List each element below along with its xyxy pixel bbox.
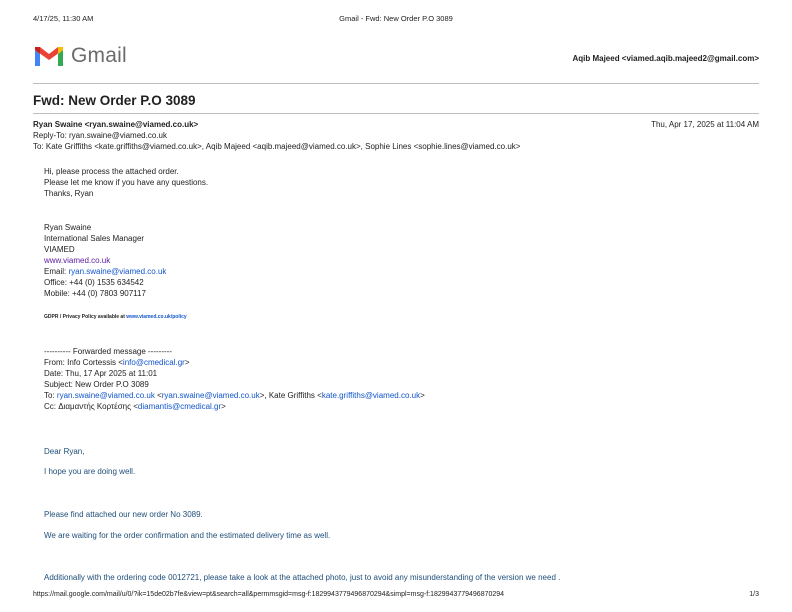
gdpr-notice (44, 313, 759, 321)
gmail-logo-icon (33, 44, 65, 68)
account-label: Aqib Majeed <viamed.aqib.majeed2@gmail.com> (572, 54, 759, 63)
fw-from-link[interactable]: info@cmedical.gr (122, 358, 185, 367)
sig-title: International Sales Manager (44, 234, 145, 243)
fw-from-tail: > (184, 358, 190, 367)
fw-salutation: Dear Ryan, (44, 447, 85, 456)
fw-to-link[interactable]: kate.griffiths@viamed.co.uk (321, 391, 421, 400)
sig-office: Office: +44 (0) 1535 634542 (44, 278, 144, 287)
fw-cc-tail: > (221, 402, 226, 411)
fw-paragraph: Additionally with the ordering code 0012721, please take a look at the attached photo, just to avoid any misunderstanding of the version we need . (44, 573, 561, 582)
fw-to-link[interactable]: ryan.swaine@viamed.co.uk (56, 391, 155, 400)
message-date: Thu, Apr 17, 2025 at 11:04 AM (651, 120, 759, 129)
message-meta (33, 119, 759, 152)
email-subject: Fwd: New Order P.O 3089 (33, 93, 196, 108)
message-body (44, 166, 759, 199)
sig-email-link[interactable]: ryan.swaine@viamed.co.uk (68, 267, 167, 276)
header-divider (33, 83, 759, 84)
fw-paragraph: Please find attached our new order No 3089. (44, 510, 203, 519)
page-number: 1/3 (749, 591, 759, 598)
sig-website-link[interactable]: www.viamed.co.uk (44, 256, 111, 265)
print-footer (33, 591, 759, 598)
subject-divider (33, 113, 759, 114)
forwarded-header (44, 346, 759, 412)
print-timestamp: 4/17/25, 11:30 AM (33, 14, 94, 23)
fw-to-sep: < (154, 391, 162, 400)
gdpr-link[interactable]: www.viamed.co.uk/policy (126, 314, 187, 320)
fw-subject: Subject: New Order P.O 3089 (44, 380, 149, 389)
gdpr-text: GDPR / Privacy Policy available at (44, 314, 127, 320)
sig-mobile: Mobile: +44 (0) 7803 907117 (44, 289, 146, 298)
fw-to-label: To: (44, 391, 57, 400)
reply-to: Reply-To: ryan.swaine@viamed.co.uk (33, 131, 167, 140)
recipients: To: Kate Griffiths <kate.griffiths@viamed.co.uk>, Aqib Majeed <aqib.majeed@viamed.co.uk>, Sophie Lines <sophie.lines@viamed.co.uk> (33, 142, 521, 151)
fw-to-tail: > (420, 391, 425, 400)
fw-date: Date: Thu, 17 Apr 2025 at 11:01 (44, 369, 158, 378)
greeting: Hi, please process the attached order. (44, 167, 179, 176)
gmail-brand (33, 44, 127, 68)
sender: Ryan Swaine <ryan.swaine@viamed.co.uk> (33, 120, 199, 129)
fw-cc-link[interactable]: diamantis@cmedical.gr (137, 402, 222, 411)
signoff: Thanks, Ryan (44, 189, 94, 198)
body-line: Please let me know if you have any questions. (44, 178, 209, 187)
fw-to-sep: >, Kate Griffiths < (259, 391, 322, 400)
fw-cc-label: Cc: Διαμαντής Κορτέσης < (44, 402, 138, 411)
fw-to-link[interactable]: ryan.swaine@viamed.co.uk (161, 391, 260, 400)
footer-url: https://mail.google.com/mail/u/0/?ik=15de02b7fe&view=pt&search=all&permmsgid=msg-f:1829943779496870294&simpl=msg-f:1829943779496870294 (33, 591, 505, 598)
fw-from-label: From: Info Cortessis < (44, 358, 123, 367)
sig-email-label: Email: (44, 267, 69, 276)
gmail-wordmark: Gmail (71, 44, 127, 67)
sig-name: Ryan Swaine (44, 223, 92, 232)
signature (44, 222, 759, 299)
print-header (33, 14, 759, 26)
print-page-title: Gmail - Fwd: New Order P.O 3089 (339, 14, 453, 23)
fw-paragraph: We are waiting for the order confirmation and the estimated delivery time as well. (44, 531, 331, 540)
sig-company: VIAMED (44, 245, 75, 254)
forwarded-banner: ---------- Forwarded message --------- (44, 347, 172, 356)
fw-paragraph: I hope you are doing well. (44, 467, 136, 476)
